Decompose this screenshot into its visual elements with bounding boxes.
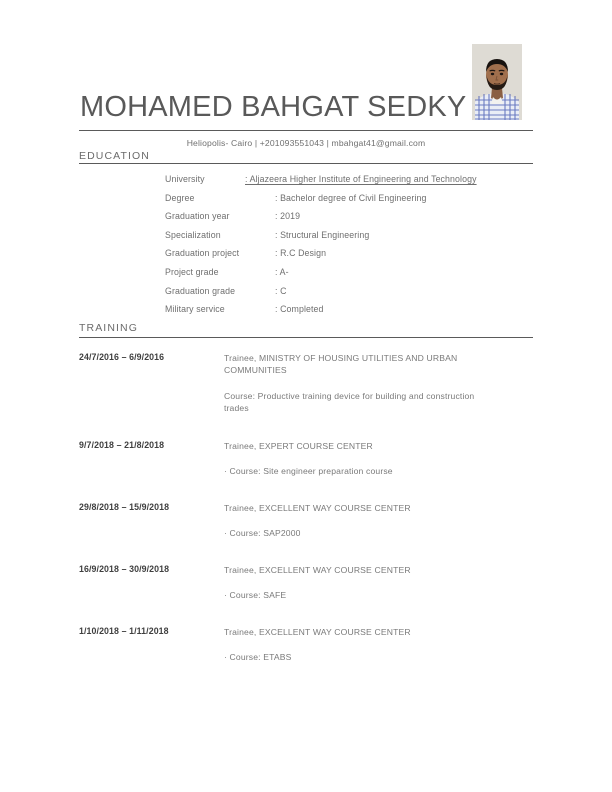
training-entry <box>79 502 533 564</box>
training-dates: 1/10/2018 – 1/11/2018 <box>79 626 169 636</box>
education-value: : Completed <box>275 304 324 315</box>
training-dates: 29/8/2018 – 15/9/2018 <box>79 502 170 512</box>
education-value: : Aljazeera Higher Institute of Engineering and Technology <box>245 174 477 184</box>
education-value: : Structural Engineering <box>275 229 370 240</box>
training-divider <box>79 337 533 338</box>
training-course: · Course: SAFE <box>224 590 287 601</box>
training-dates: 9/7/2018 – 21/8/2018 <box>79 440 165 450</box>
education-row <box>165 193 535 212</box>
training-course: Course: Productive training device for building and construction trades <box>224 390 475 414</box>
education-row <box>165 267 535 286</box>
education-label: Graduation grade <box>165 285 236 296</box>
header-divider <box>79 130 533 131</box>
education-value: : C <box>275 285 287 296</box>
education-label: Graduation year <box>165 211 230 222</box>
training-details <box>224 564 494 602</box>
training-dates: 16/9/2018 – 30/9/2018 <box>79 564 170 574</box>
training-course: · Course: ETABS <box>224 652 292 663</box>
education-row <box>165 304 535 323</box>
education-row <box>165 230 535 249</box>
education-label: Project grade <box>165 266 219 277</box>
contact-line: Heliopolis- Cairo | +201093551043 | mbahgat41@gmail.com <box>186 138 426 148</box>
education-divider <box>79 163 533 164</box>
training-details <box>224 626 494 664</box>
training-details <box>224 440 494 478</box>
page-title: MOHAMED BAHGAT SEDKY <box>80 91 467 123</box>
education-label: Degree <box>165 192 195 203</box>
training-details <box>224 352 494 415</box>
training-entry <box>79 626 533 688</box>
section-heading-education: EDUCATION <box>79 150 150 162</box>
education-row <box>165 174 535 193</box>
portrait-photo <box>472 44 522 120</box>
education-row <box>165 248 535 267</box>
education-label: Military service <box>165 304 225 315</box>
education-value: : 2019 <box>275 211 301 222</box>
training-entry <box>79 352 533 440</box>
education-row <box>165 211 535 230</box>
education-value: : Bachelor degree of Civil Engineering <box>275 192 427 203</box>
training-details <box>224 502 494 540</box>
training-role: Trainee, MINISTRY OF HOUSING UTILITIES AND URBAN COMMUNITIES <box>224 353 458 376</box>
training-dates: 24/7/2016 – 6/9/2016 <box>79 352 165 362</box>
education-value: : A- <box>275 266 289 277</box>
training-role: Trainee, EXPERT COURSE CENTER <box>224 441 373 451</box>
training-course: · Course: SAP2000 <box>224 528 301 539</box>
training-entry <box>79 564 533 626</box>
education-value: : R.C Design <box>275 248 327 259</box>
section-heading-training: TRAINING <box>79 322 138 334</box>
training-role: Trainee, EXCELLENT WAY COURSE CENTER <box>224 565 411 575</box>
education-label: University <box>165 174 205 184</box>
education-label: Specialization <box>165 229 221 240</box>
training-role: Trainee, EXCELLENT WAY COURSE CENTER <box>224 627 411 637</box>
training-role: Trainee, EXCELLENT WAY COURSE CENTER <box>224 503 411 513</box>
education-table <box>165 174 535 323</box>
training-course: · Course: Site engineer preparation course <box>224 466 393 477</box>
training-entry <box>79 440 533 502</box>
education-row <box>165 286 535 305</box>
training-list <box>79 352 533 688</box>
education-label: Graduation project <box>165 248 240 259</box>
